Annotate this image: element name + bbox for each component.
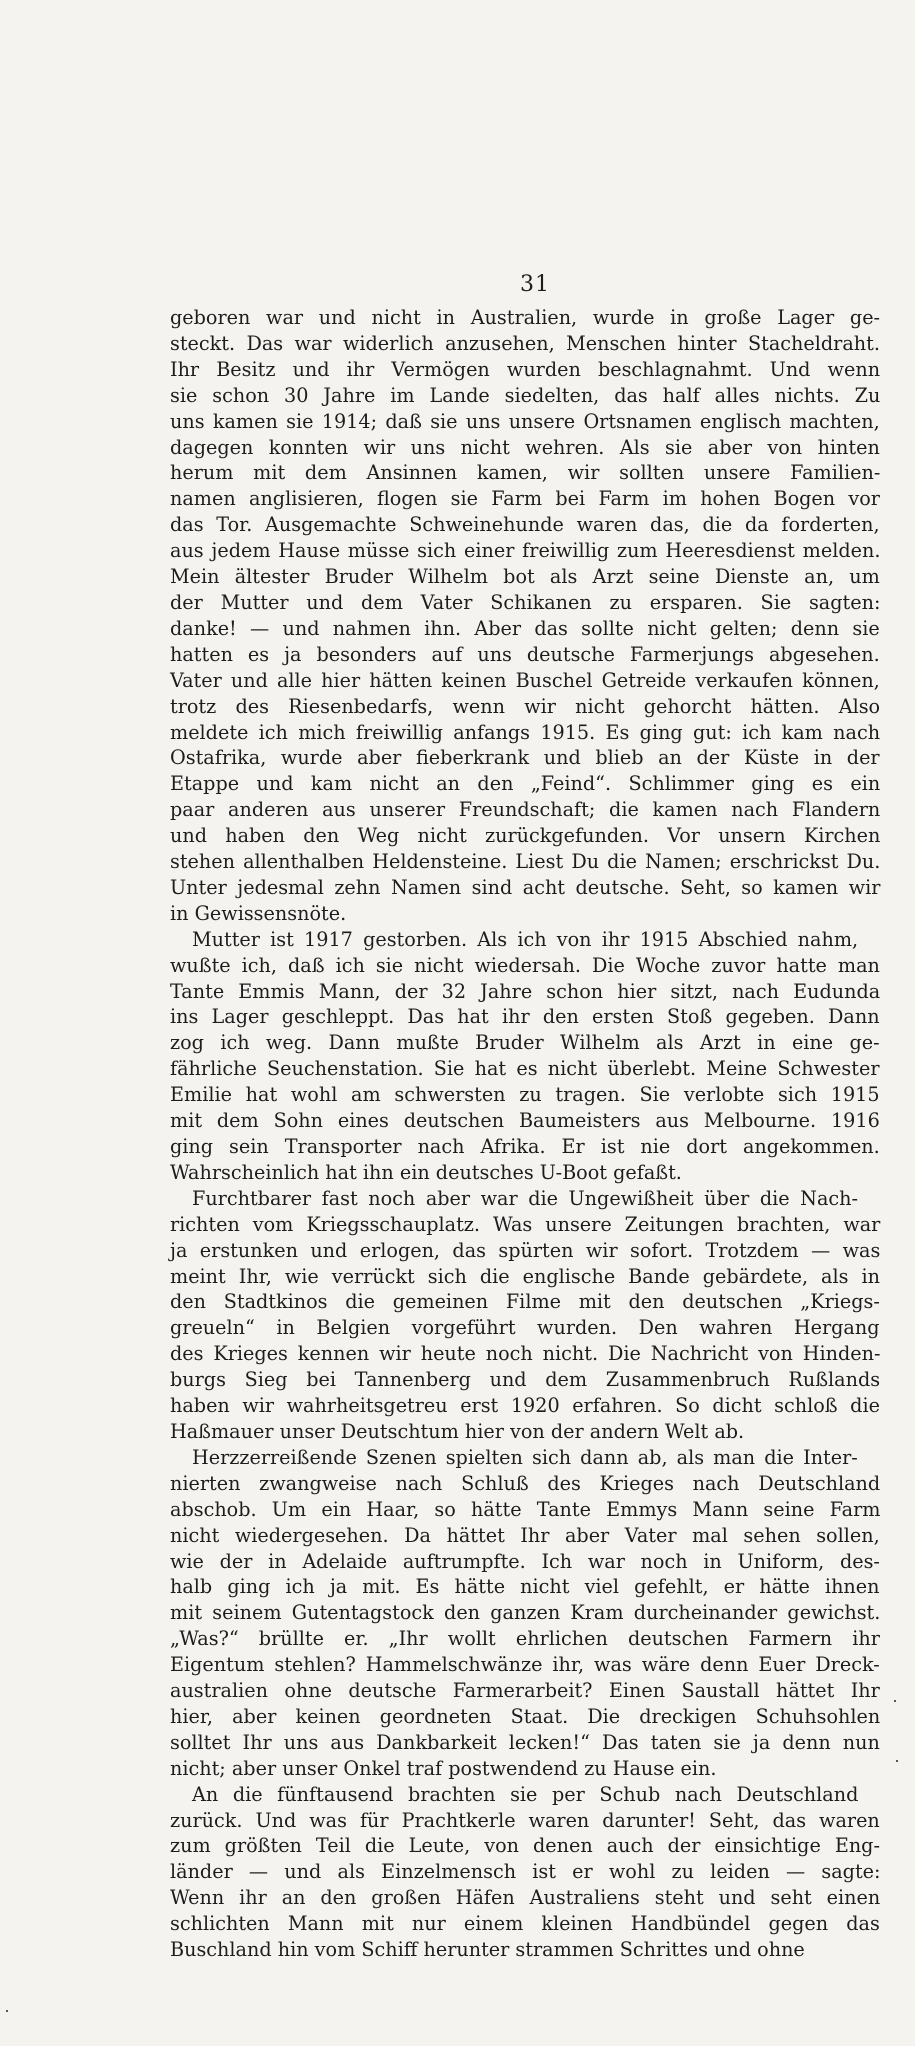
- text-line: nicht wiedergesehen. Da hättet Ihr aber Vater mal sehen sollen,: [170, 1523, 880, 1547]
- text-line: wie der in Adelaide auftrumpfte. Ich war noch in Uniform, des-: [170, 1549, 880, 1573]
- text-line: meldete ich mich freiwillig anfangs 1915. Es ging gut: ich kam nach: [170, 720, 881, 744]
- text-line: Unter jedesmal zehn Namen sind acht deutsche. Seht, so kamen wir: [170, 875, 881, 899]
- text-line: haben wir wahrheitsgetreu erst 1920 erfahren. So dicht schloß die: [170, 1394, 880, 1418]
- text-line: Tante Emmis Mann, der 32 Jahre schon hier sitzt, nach Eudunda: [170, 979, 881, 1003]
- text-line: zum größten Teil die Leute, von denen auch der einsichtige Eng-: [170, 1834, 880, 1858]
- text-line: aus jedem Hause müsse sich einer freiwillig zum Heeresdienst melden.: [170, 539, 881, 563]
- text-line: zurück. Und was für Prachtkerle waren darunter! Seht, das waren: [170, 1808, 880, 1832]
- text-line: ging sein Transporter nach Afrika. Er ist nie dort angekommen.: [170, 1135, 880, 1158]
- text-line: mit dem Sohn eines deutschen Baumeisters aus Melbourne. 1916: [170, 1109, 880, 1133]
- text-line: und haben den Weg nicht zurückgefunden. Vor unsern Kirchen: [170, 824, 881, 848]
- text-line: An die fünftausend brachten sie per Schub nach Deutschland: [192, 1782, 859, 1806]
- text-line: Etappe und kam nicht an den „Feind“. Schlimmer ging es ein: [170, 772, 881, 796]
- text-line: steckt. Das war widerlich anzusehen, Menschen hinter Stacheldraht.: [170, 331, 880, 355]
- text-line: burgs Sieg bei Tannenberg und dem Zusammenbruch Rußlands: [170, 1368, 881, 1392]
- text-line: meint Ihr, wie verrückt sich die englische Bande gebärdete, als in: [170, 1264, 880, 1288]
- text-line: länder — und als Einzelmensch ist er wohl zu leiden — sagte:: [170, 1860, 881, 1884]
- text-line: der Mutter und dem Vater Schikanen zu ersparen. Sie sagten:: [170, 590, 881, 614]
- text-line: ins Lager geschleppt. Das hat ihr den ersten Stoß gegeben. Dann: [170, 1005, 880, 1029]
- text-line: abschob. Um ein Haar, so hätte Tante Emmys Mann seine Farm: [170, 1497, 881, 1521]
- text-line: Wenn ihr an den großen Häfen Australiens steht und seht einen: [170, 1886, 881, 1910]
- text-line: geboren war und nicht in Australien, wurde in große Lager ge-: [170, 306, 881, 329]
- text-line: das Tor. Ausgemachte Schweinehunde waren das, die da forderten,: [170, 513, 880, 537]
- text-line: uns kamen sie 1914; daß sie uns unsere Ortsnamen englisch machten,: [170, 409, 880, 433]
- text-line: australien ohne deutsche Farmerarbeit? Einen Saustall hättet Ihr: [170, 1679, 880, 1703]
- text-line: namen anglisieren, flogen sie Farm bei Farm im hohen Bogen vor: [170, 487, 880, 511]
- text-line: Haßmauer unser Deutschtum hier von der andern Welt ab.: [170, 1419, 745, 1443]
- text-line: Furchtbarer fast noch aber war die Ungewißheit über die Nach-: [192, 1186, 859, 1210]
- text-line: Wahrscheinlich hat ihn ein deutsches U-Boot gefaßt.: [170, 1160, 682, 1184]
- text-line: Mein ältester Bruder Wilhelm bot als Arzt seine Dienste an, um: [170, 565, 880, 589]
- text-line: hatten es ja besonders auf uns deutsche Farmerjungs abgesehen.: [170, 642, 880, 666]
- text-line: Mutter ist 1917 gestorben. Als ich von ihr 1915 Abschied nahm,: [192, 927, 859, 951]
- text-line: des Krieges kennen wir heute noch nicht. Die Nachricht von Hinden-: [170, 1342, 881, 1366]
- text-line: schlichten Mann mit nur einem kleinen Handbündel gegen das: [170, 1912, 880, 1936]
- text-line: paar anderen aus unserer Freundschaft; die kamen nach Flandern: [170, 798, 881, 822]
- scan-speck: [894, 1700, 896, 1702]
- body-text: [170, 305, 880, 1963]
- text-line: mit seinem Gutentagstock den ganzen Kram durcheinander gewichst.: [170, 1601, 881, 1625]
- text-line: hier, aber keinen geordneten Staat. Die dreckigen Schuhsohlen: [170, 1704, 881, 1728]
- text-line: Emilie hat wohl am schwersten zu tragen. Sie verlobte sich 1915: [170, 1083, 880, 1107]
- text-line: den Stadtkinos die gemeinen Filme mit den deutschen „Kriegs-: [170, 1290, 880, 1314]
- scan-speck: [896, 1760, 898, 1762]
- text-line: wußte ich, daß ich sie nicht wiedersah. Die Woche zuvor hatte man: [170, 953, 880, 977]
- paragraph: [170, 1445, 880, 1782]
- text-line: zog ich weg. Dann mußte Bruder Wilhelm als Arzt in eine ge-: [170, 1031, 880, 1055]
- text-line: sie schon 30 Jahre im Lande siedelten, das half alles nichts. Zu: [170, 383, 881, 407]
- text-line: Ihr Besitz und ihr Vermögen wurden beschlagnahmt. Und wenn: [170, 357, 881, 381]
- text-line: „Was?“ brüllte er. „Ihr wollt ehrlichen deutschen Farmern ihr: [170, 1627, 880, 1651]
- text-line: Ostafrika, wurde aber fieberkrank und blieb an der Küste in der: [170, 746, 880, 770]
- text-line: Eigentum stehlen? Hammelschwänze ihr, was wäre denn Euer Dreck-: [170, 1653, 880, 1677]
- paragraph: [170, 927, 880, 1186]
- text-line: Buschland hin vom Schiff herunter strammen Schrittes und ohne: [170, 1938, 805, 1962]
- text-line: richten vom Kriegsschauplatz. Was unsere Zeitungen brachten, war: [170, 1212, 881, 1236]
- text-line: solltet Ihr uns aus Dankbarkeit lecken!“ Das taten sie ja denn nun: [170, 1730, 880, 1754]
- text-line: nierten zwangweise nach Schluß des Krieges nach Deutschland: [170, 1471, 881, 1495]
- text-line: herum mit dem Ansinnen kamen, wir sollten unsere Familien-: [170, 461, 881, 485]
- text-line: in Gewissensnöte.: [170, 901, 347, 925]
- text-line: Herzzerreißende Szenen spielten sich dann ab, als man die Inter-: [192, 1445, 858, 1469]
- text-line: Vater und alle hier hätten keinen Buschel Getreide verkaufen können,: [170, 668, 880, 692]
- text-line: danke! — und nahmen ihn. Aber das sollte nicht gelten; denn sie: [170, 616, 880, 640]
- text-line: greueln“ in Belgien vorgeführt wurden. Den wahren Hergang: [170, 1316, 880, 1340]
- text-line: ja erstunken und erlogen, das spürten wir sofort. Trotzdem — was: [170, 1238, 881, 1262]
- text-line: trotz des Riesenbedarfs, wenn wir nicht gehorcht hätten. Also: [170, 694, 881, 718]
- text-line: fährliche Seuchenstation. Sie hat es nicht überlebt. Meine Schwester: [170, 1057, 880, 1081]
- text-line: dagegen konnten wir uns nicht wehren. Als sie aber von hinten: [170, 435, 880, 459]
- text-line: halb ging ich ja mit. Es hätte nicht viel gefehlt, er hätte ihnen: [170, 1575, 880, 1599]
- page-number: 31: [520, 272, 550, 297]
- paragraph: [170, 1186, 880, 1445]
- text-line: nicht; aber unser Onkel traf postwendend zu Hause ein.: [170, 1756, 717, 1780]
- paragraph: [170, 305, 880, 927]
- scan-speck: [6, 2010, 8, 2012]
- text-line: stehen allenthalben Heldensteine. Liest Du die Namen; erschrickst Du.: [170, 850, 881, 874]
- paragraph: [170, 1782, 880, 1963]
